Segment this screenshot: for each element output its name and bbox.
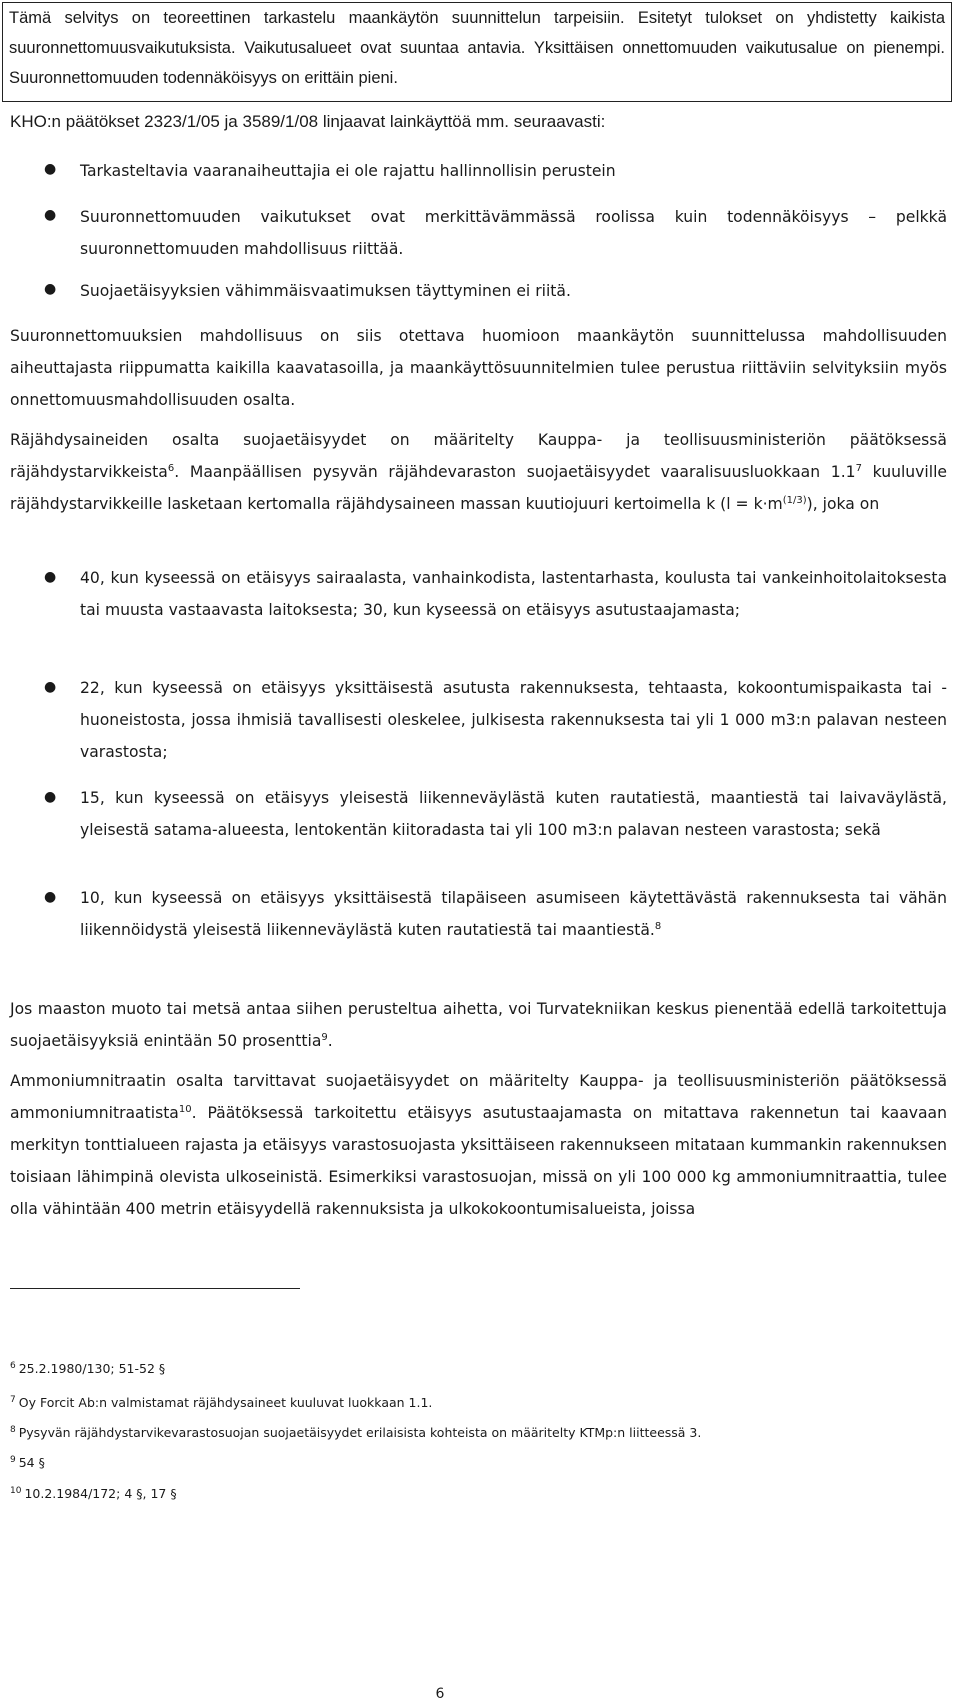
distance-bullet-3: 15, kun kyseessä on etäisyys yleisestä liikenneväylästä kuten rautatiestä, maantiestä tai laivaväylästä, yleisestä satama-alueesta, lentokentän kiitoradasta tai yli 100 m3:n palavan nesteen varastosta; sekä xyxy=(80,789,947,839)
footnote-text: Oy Forcit Ab:n valmistamat räjähdysaineet kuuluvat luokkaan 1.1. xyxy=(18,1395,433,1410)
footnote-6 xyxy=(10,1361,165,1376)
footnote-ref-7: 7 xyxy=(855,462,862,474)
para4-a: Ammoniumnitraatin osalta tarvittavat suojaetäisyydet on määritelty Kauppa- ja teollisuusministeriön päätöksessä ammoniumnitraatista xyxy=(10,1072,947,1122)
bullet-dot: ● xyxy=(44,281,57,297)
distance-bullet-4-text: 10, kun kyseessä on etäisyys yksittäisestä tilapäiseen asumiseen käytettävästä rakennuksesta tai vähän liikennöidystä yleisestä liikenneväylästä kuten rautatiestä tai maantiestä. xyxy=(80,889,947,939)
footnote-num: 10 xyxy=(10,1485,22,1496)
footnote-num: 7 xyxy=(10,1394,16,1405)
footnote-10 xyxy=(10,1486,177,1501)
bullet-dot: ● xyxy=(44,569,57,585)
para2-a: Räjähdysaineiden osalta suojaetäisyydet on määritelty Kauppa- ja teollisuusministeriön päätöksessä räjähdystarvikkeista xyxy=(10,431,947,481)
footnote-separator xyxy=(10,1288,300,1289)
footnote-ref-6: 6 xyxy=(167,462,175,474)
para2-b: . Maanpäällisen pysyvän räjähdevaraston suojaetäisyydet vaaralisuusluokkaan 1.1 xyxy=(174,463,856,481)
para3-text: Jos maaston muoto tai metsä antaa siihen perusteltua aihetta, voi Turvatekniikan keskus pienentää edellä tarkoitettuja suojaetäisyyksiä enintään 50 prosenttia xyxy=(10,1000,947,1050)
bullet-dot: ● xyxy=(44,889,57,905)
bullet-dot: ● xyxy=(44,679,57,695)
bullet-dot: ● xyxy=(44,161,57,177)
paragraph-rajahdysaineet xyxy=(10,424,947,520)
para4-b: . Päätöksessä tarkoitettu etäisyys asutustaajamasta on mitattava rakennetun tai kaavaan merkityn tonttialueen rajasta ja etäisyys varastosuojasta yksittäiseen rakennukseen mitataan kummankin rakennuksen toisiaan lähimpinä olevista ulkoseinistä. Esimerkiksi varastosuojan, missä on yli 100 000 kg ammoniumnitraattia, tulee olla vähintään 400 metrin etäisyydellä rakennuksista ja ulkokokoontumisalueista, joissa xyxy=(10,1104,947,1218)
footnote-num: 9 xyxy=(10,1454,16,1465)
para2-c: kuuluville räjähdystarvikkeille lasketaan kertomalla räjähdysaineen massan kuutiojuuri kertoimella k (l = k·m xyxy=(10,463,948,513)
footnote-9 xyxy=(10,1455,45,1470)
footnote-ref-10: 10 xyxy=(178,1103,192,1115)
kho-bullet-2: Suuronnettomuuden vaikutukset ovat merkittävämmässä roolissa kuin todennäköisyys – pelkkä suuronnettomuuden mahdollisuus riittää. xyxy=(80,208,947,258)
footnote-ref-9: 9 xyxy=(321,1031,328,1043)
distance-bullet-4 xyxy=(80,882,947,946)
paragraph-ammoniumnitraatti xyxy=(10,1065,947,1225)
distance-bullet-2: 22, kun kyseessä on etäisyys yksittäisestä asutusta rakennuksesta, tehtaasta, kokoontumispaikasta tai -huoneistosta, jossa ihmisiä tavallisesti oleskelee, julkisesta rakennuksesta tai yli 1 000 m3:n palavan nesteen varastosta; xyxy=(80,679,947,761)
bullet-dot: ● xyxy=(44,207,57,223)
kho-bullet-3: Suojaetäisyyksien vähimmäisvaatimuksen täyttyminen ei riitä. xyxy=(80,282,571,300)
para2-d: ), joka on xyxy=(806,495,880,513)
footnote-text: 54 § xyxy=(18,1455,45,1470)
footnote-8 xyxy=(10,1425,701,1440)
disclaimer-text: Tämä selvitys on teoreettinen tarkastelu maankäytön suunnittelun tarpeisiin. Esitetyt tulokset on yhdistetty kaikista suuronnettomuusvaikutuksista. Vaikutusalueet ovat suuntaa antavia. Yksittäisen onnettomuuden vaikutusalue on pienempi. Suuronnettomuuden todennäköisyys on erittäin pieni. xyxy=(9,9,945,87)
footnote-7 xyxy=(10,1395,432,1410)
footnote-text: 10.2.1984/172; 4 §, 17 § xyxy=(24,1486,177,1501)
footnote-text: 25.2.1980/130; 51-52 § xyxy=(18,1361,166,1376)
footnote-text: Pysyvän räjähdystarvikevarastosuojan suojaetäisyydet erilaisista kohteista on määritelty KTMp:n liitteessä 3. xyxy=(18,1425,702,1440)
footnote-ref-8: 8 xyxy=(654,920,662,932)
paragraph-suuronnettomuus: Suuronnettomuuksien mahdollisuus on siis otettava huomioon maankäytön suunnittelussa mahdollisuuden aiheuttajasta riippumatta kaikilla kaavatasoilla, ja maankäyttösuunnitelmien tulee perustua riittäviin selvityksiin myös onnettomuusmahdollisuuden osalta. xyxy=(10,327,947,409)
exponent: (1/3) xyxy=(782,494,807,506)
bullet-dot: ● xyxy=(44,789,57,805)
footnote-num: 8 xyxy=(10,1424,16,1435)
footnote-num: 6 xyxy=(10,1360,16,1371)
para3-end: . xyxy=(327,1032,333,1050)
disclaimer-box xyxy=(2,2,952,102)
kho-intro-line: KHO:n päätökset 2323/1/05 ja 3589/1/08 linjaavat lainkäyttöä mm. seuraavasti: xyxy=(10,112,606,131)
distance-bullet-1: 40, kun kyseessä on etäisyys sairaalasta, vanhainkodista, lastentarhasta, koulusta tai vankeinhoitolaitoksesta tai muusta vastaavasta laitoksesta; 30, kun kyseessä on etäisyys asutustaajamasta; xyxy=(80,569,947,619)
paragraph-turvatekniikka xyxy=(10,993,947,1057)
kho-bullet-1: Tarkasteltavia vaaranaiheuttajia ei ole rajattu hallinnollisin perustein xyxy=(80,162,616,180)
page-number: 6 xyxy=(435,1686,445,1702)
